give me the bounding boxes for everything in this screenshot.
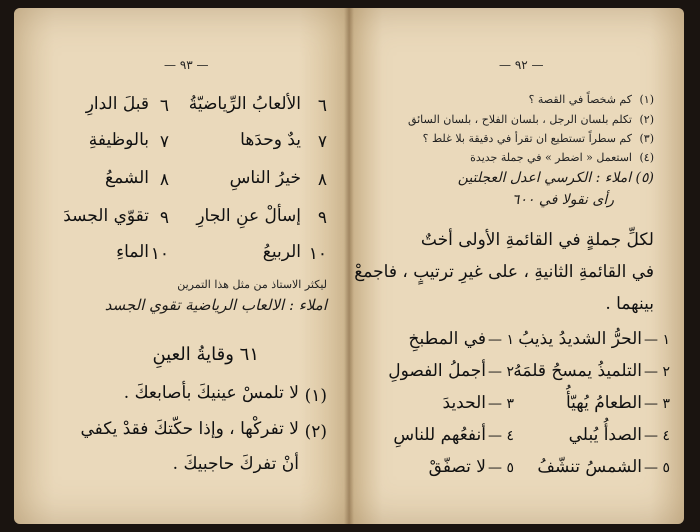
item-text: لا تفركْها ، وإذا حكّتكَ فقدْ يكفي xyxy=(80,419,299,439)
list-number: ١٠ xyxy=(308,244,327,264)
item-text: لا تلمسْ عينيكَ بأصابعكَ . xyxy=(123,383,299,403)
pair-number: ١ — xyxy=(644,332,670,348)
list-phrase: الشمعُ xyxy=(105,168,149,188)
list-phrase: خيرُ الناسِ xyxy=(229,168,301,188)
pair-number: ٣ — xyxy=(488,396,514,412)
list-number: ٦ xyxy=(317,96,327,116)
pair-number: ٣ — xyxy=(644,396,670,412)
list-phrase: الربيعُ xyxy=(262,242,301,262)
list-phrase: يدٌ وحدَها xyxy=(240,130,301,150)
question-number: (٢) xyxy=(639,113,654,126)
pair-phrase: الطعامُ يُهيّأُ xyxy=(565,393,642,413)
teacher-note: ليكثر الاستاذ من مثل هذا التمرين xyxy=(177,278,327,291)
list-phrase: تقوّي الجسدَ xyxy=(63,206,149,226)
question-number: (٣) xyxy=(639,132,654,145)
list-number: ٩ xyxy=(159,208,169,228)
book-gutter xyxy=(344,8,354,524)
pair-phrase: لا تصفّقْ xyxy=(428,457,486,477)
pair-phrase: الشمسُ تنشّفُ xyxy=(537,457,642,477)
pair-phrase: الحديدَ xyxy=(442,393,486,413)
list-number: ١٠ xyxy=(150,244,169,264)
pair-phrase: الصدأُ يُبلي xyxy=(568,425,642,445)
item-number: (٢) xyxy=(304,422,327,442)
pair-phrase: التلميذُ يمسحُ قلمَهُ xyxy=(513,361,642,381)
list-phrase: إسألْ عنِ الجارِ xyxy=(196,206,301,226)
question-text: كم شخصاً في القصة ؟ xyxy=(528,93,632,106)
page-number: — ٩٢ — xyxy=(499,58,544,72)
question-number: (٤) xyxy=(639,151,654,164)
question-number: (١) xyxy=(639,93,654,106)
pair-number: ٢ — xyxy=(488,364,514,380)
question-text: استعمل « اضطر » في جملة جديدة xyxy=(470,151,632,164)
pair-number: ١ — xyxy=(488,332,514,348)
open-book xyxy=(14,8,684,524)
list-number: ٦ xyxy=(159,96,169,116)
pair-number: ٤ — xyxy=(644,428,670,444)
instruction-line: بينهما . xyxy=(605,294,654,314)
pair-phrase: الحرُّ الشديدُ يذيبُ xyxy=(518,329,642,349)
list-number: ٧ xyxy=(159,132,169,152)
question-text: تكلم بلسان الرجل ، بلسان الفلاح ، بلسان السائق xyxy=(407,113,632,126)
list-phrase: الماءِ xyxy=(116,242,149,262)
list-number: ٨ xyxy=(159,170,169,190)
item-number: (١) xyxy=(304,386,327,406)
instruction-line: لكلِّ جملةٍ في القائمةِ الأولى أختٌ xyxy=(420,230,654,250)
list-phrase: الألعابُ الرِّياضيّةُ xyxy=(188,94,301,114)
pair-phrase: في المطبخِ xyxy=(408,329,486,349)
pair-number: ٥ — xyxy=(644,460,670,476)
list-phrase: بالوظيفةِ xyxy=(88,130,149,150)
pair-number: ٤ — xyxy=(488,428,514,444)
question-text: كم سطراً تستطيع ان تقرأ في دقيقة بلا غلط ؟ xyxy=(422,132,632,145)
handwritten-extra: رأى نقولا في ٦٠٠ xyxy=(511,192,614,208)
pair-number: ٥ — xyxy=(488,460,514,476)
page-number: — ٩٣ — xyxy=(164,58,209,72)
left-page xyxy=(14,8,349,524)
section-title: ٦١ وقايةُ العينِ xyxy=(152,344,259,365)
handwritten-dictation: (٥) املاء : الكرسي اعدل العجلتين xyxy=(457,170,654,186)
list-number: ٧ xyxy=(317,132,327,152)
item-text: أنْ تفركَ حاجبيكَ . xyxy=(172,454,299,474)
pair-phrase: أنفعُهم للناسِ xyxy=(393,425,486,445)
list-number: ٩ xyxy=(317,208,327,228)
list-phrase: قبلَ الدارِ xyxy=(85,94,149,114)
list-number: ٨ xyxy=(317,170,327,190)
instruction-line: في القائمةِ الثانيةِ ، على غيرِ ترتيبٍ ، فاجمعْ xyxy=(354,262,654,282)
handwritten-note: املاء : الالعاب الرياضية تقوي الجسد xyxy=(104,296,327,314)
right-page xyxy=(349,8,684,524)
pair-number: ٢ — xyxy=(644,364,670,380)
pair-phrase: أجملُ الفصولِ xyxy=(388,361,486,381)
